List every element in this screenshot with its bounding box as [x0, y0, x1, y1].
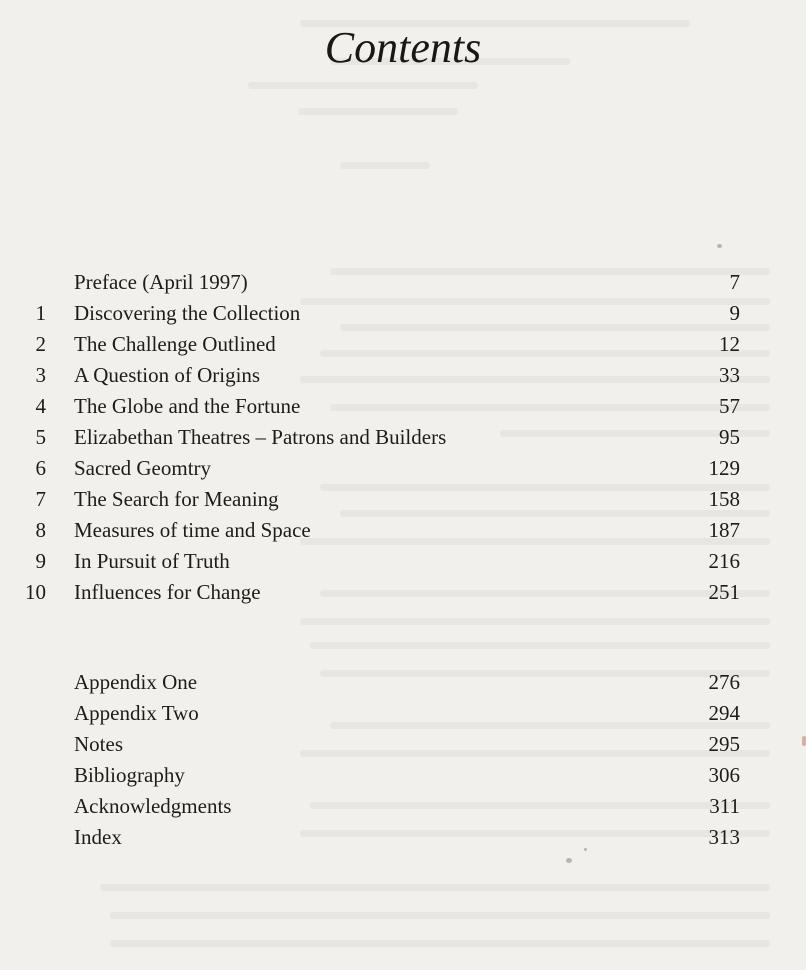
- toc-entry[interactable]: [0, 483, 806, 515]
- page-number: 129: [708, 456, 740, 480]
- toc-entry[interactable]: [0, 545, 806, 577]
- toc-entry[interactable]: [0, 297, 806, 329]
- chapter-title: The Globe and the Fortune: [74, 394, 301, 418]
- toc-entry[interactable]: [0, 390, 806, 422]
- toc-entry[interactable]: [0, 452, 806, 484]
- page-title: Contents: [324, 23, 482, 72]
- chapter-title: Notes: [74, 732, 123, 756]
- toc-entry[interactable]: [0, 359, 806, 391]
- page-number: 294: [708, 701, 740, 725]
- page-number: 33: [719, 363, 740, 387]
- toc-entry[interactable]: [0, 697, 806, 729]
- chapter-title: Appendix Two: [74, 701, 199, 725]
- chapter-title: Acknowledgments: [74, 794, 232, 818]
- chapter-title: Elizabethan Theatres – Patrons and Builders: [74, 425, 447, 449]
- chapter-number: 8: [35, 518, 46, 542]
- chapter-title: Bibliography: [74, 763, 185, 787]
- chapter-number: 6: [35, 456, 46, 480]
- chapter-number: 2: [35, 332, 46, 356]
- chapter-number: 3: [35, 363, 46, 387]
- page-number: 276: [708, 670, 740, 694]
- page-number: 12: [719, 332, 740, 356]
- chapter-number: 9: [35, 549, 46, 573]
- chapter-title: Preface (April 1997): [74, 270, 248, 294]
- chapter-title: Measures of time and Space: [74, 518, 311, 542]
- chapter-number: 7: [35, 487, 46, 511]
- toc-entry[interactable]: [0, 666, 806, 698]
- chapter-title: In Pursuit of Truth: [74, 549, 230, 573]
- chapter-title: The Challenge Outlined: [74, 332, 276, 356]
- chapter-number: 4: [35, 394, 46, 418]
- toc-entry[interactable]: [0, 328, 806, 360]
- chapter-title: Discovering the Collection: [74, 301, 301, 325]
- chapter-title: Appendix One: [74, 670, 198, 694]
- page-number: 158: [708, 487, 740, 511]
- page-number: 295: [708, 732, 740, 756]
- page-number: 7: [729, 270, 740, 294]
- toc-entry[interactable]: [0, 728, 806, 760]
- chapter-title: Sacred Geomtry: [74, 456, 212, 480]
- page-number: 187: [708, 518, 740, 542]
- toc-entry[interactable]: [0, 576, 806, 608]
- chapter-number: 5: [35, 425, 46, 449]
- page-number: 251: [708, 580, 740, 604]
- page-number: 216: [708, 549, 740, 573]
- chapter-title: The Search for Meaning: [74, 487, 279, 511]
- chapter-title: Influences for Change: [74, 580, 261, 604]
- page-number: 57: [719, 394, 740, 418]
- page-number: 311: [709, 794, 740, 818]
- page-number: 9: [729, 301, 740, 325]
- chapter-title: Index: [74, 825, 122, 849]
- toc-entry[interactable]: [0, 821, 806, 853]
- page-number: 313: [708, 825, 740, 849]
- toc-entry[interactable]: [0, 421, 806, 453]
- page-number: 95: [719, 425, 740, 449]
- toc-entry[interactable]: [0, 790, 806, 822]
- page-number: 306: [708, 763, 740, 787]
- toc-entry[interactable]: [0, 266, 806, 298]
- chapter-number: 10: [25, 580, 46, 604]
- toc-entry[interactable]: [0, 514, 806, 546]
- chapter-title: A Question of Origins: [74, 363, 261, 387]
- toc-entry[interactable]: [0, 759, 806, 791]
- chapter-number: 1: [35, 301, 46, 325]
